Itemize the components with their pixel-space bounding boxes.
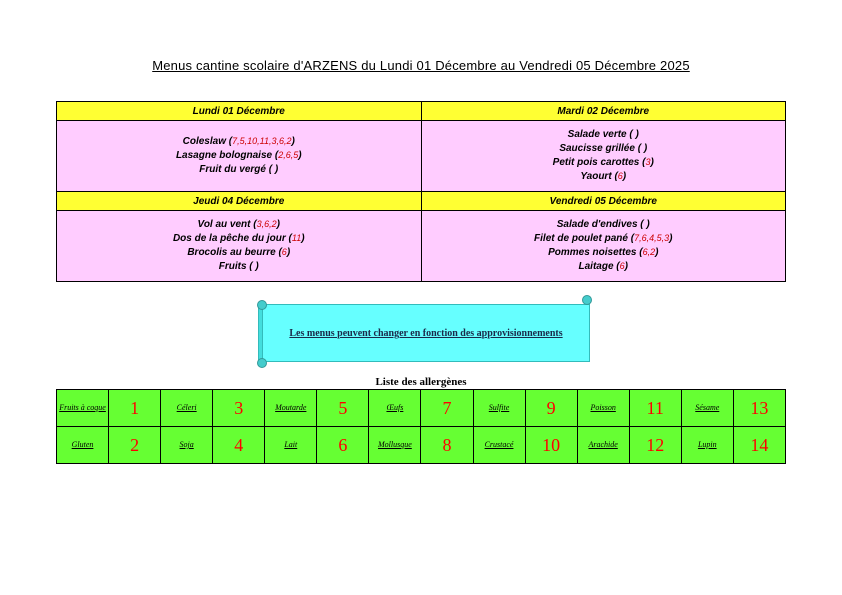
allergen-number: 5 [317,390,369,427]
allergen-label: Poisson [577,390,629,427]
dish-allergens: 7,5,10,11,3,6,2 [232,136,292,147]
dish-name: Fruits [218,260,247,272]
allergen-label: Sésame [681,390,733,427]
allergen-label: Moutarde [265,390,317,427]
dish-name: Vol au vent [197,219,251,231]
dish-allergens: 11 [291,233,302,244]
allergen-label: Arachide [577,427,629,464]
dish-item: Filet de poulet pané (7,6,4,5,3) [534,233,673,245]
dish-item: Dos de la pêche du jour (11) [172,233,305,245]
day-header: Jeudi 04 Décembre [57,192,422,211]
allergen-row [57,427,786,464]
dish-item: Laitage (6) [578,260,628,272]
dish-allergens: 3 [645,157,651,167]
dish-name: Pommes noisettes [548,247,637,258]
allergen-label: Soja [161,427,213,464]
dish-allergens: 7,6,4,5,3 [634,233,670,244]
dish-item: Brocolis au beurre (6) [187,247,291,258]
allergen-label: Fruits à coque [57,390,109,427]
dish-name: Fruit du vergé [199,163,266,175]
dish-allergens: 6 [281,247,287,257]
day-dishes [421,211,786,282]
allergen-number: 7 [421,390,473,427]
dish-item: Yaourt (6) [580,170,627,182]
dish-name: Petit pois carottes [552,157,640,168]
dish-name: Salade d'endives [556,219,638,231]
weekly-menu-table [56,101,786,282]
allergen-label: Sulfite [473,390,525,427]
dish-item: Fruit du vergé ( ) [199,163,279,175]
dish-name: Lasagne bolognaise [175,150,273,162]
dish-item: Pommes noisettes (6,2) [548,247,659,258]
dish-allergens: 3,6,2 [256,219,277,230]
dish-allergens: 6 [619,260,625,271]
page-title: Menus cantine scolaire d'ARZENS du Lundi 01 Décembre au Vendredi 05 Décembre 2025 [152,58,690,73]
day-header: Lundi 01 Décembre [57,102,422,121]
dish-allergens: 2,6,5 [278,150,299,161]
allergen-list-title: Liste des allergènes [375,376,467,388]
scroll-knob [582,295,592,305]
dish-name: Salade verte [567,129,627,141]
allergen-number: 11 [629,390,681,427]
dish-name: Laitage [578,260,614,272]
dish-name: Yaourt [580,170,612,182]
allergen-number: 1 [109,390,161,427]
notice-text: Les menus peuvent changer en fonction des approvisionnements [289,328,563,339]
allergen-number: 14 [733,427,785,464]
allergen-number: 6 [317,427,369,464]
day-header: Vendredi 05 Décembre [421,192,786,211]
allergen-table [56,389,786,464]
allergen-number: 8 [421,427,473,464]
dish-item: Lasagne bolognaise (2,6,5) [175,150,302,162]
notice-scroll [258,298,592,364]
allergen-label: Lait [265,427,317,464]
allergen-number: 10 [525,427,577,464]
dish-name: Brocolis au beurre [187,247,276,258]
dish-name: Coleslaw [182,136,226,148]
day-dishes [421,121,786,192]
dish-allergens: 6,2 [642,247,656,257]
dish-name: Dos de la pêche du jour [172,233,286,245]
allergen-number: 13 [733,390,785,427]
dish-item: Salade verte ( ) [567,129,639,141]
allergen-row [57,390,786,427]
dish-name: Filet de poulet pané [534,233,628,245]
day-dishes [57,121,422,192]
dish-name: Saucisse grillée [559,143,635,155]
allergen-label: Lupin [681,427,733,464]
allergen-number: 3 [213,390,265,427]
allergen-label: Céleri [161,390,213,427]
allergen-number: 4 [213,427,265,464]
allergen-label: Gluten [57,427,109,464]
allergen-number: 9 [525,390,577,427]
allergen-number: 12 [629,427,681,464]
dish-item: Fruits ( ) [218,260,259,272]
scroll-knob [257,300,267,310]
dish-item: Petit pois carottes (3) [552,157,654,168]
day-header: Mardi 02 Décembre [421,102,786,121]
dish-item: Vol au vent (3,6,2) [197,219,280,231]
allergen-number: 2 [109,427,161,464]
allergen-label: Mollusque [369,427,421,464]
day-dishes [57,211,422,282]
dish-item: Saucisse grillée ( ) [559,143,648,155]
dish-item: Salade d'endives ( ) [556,219,650,231]
dish-item: Coleslaw (7,5,10,11,3,6,2) [182,136,295,148]
allergen-label: Crustacé [473,427,525,464]
scroll-knob [257,358,267,368]
allergen-label: Œufs [369,390,421,427]
dish-allergens: 6 [617,170,623,181]
